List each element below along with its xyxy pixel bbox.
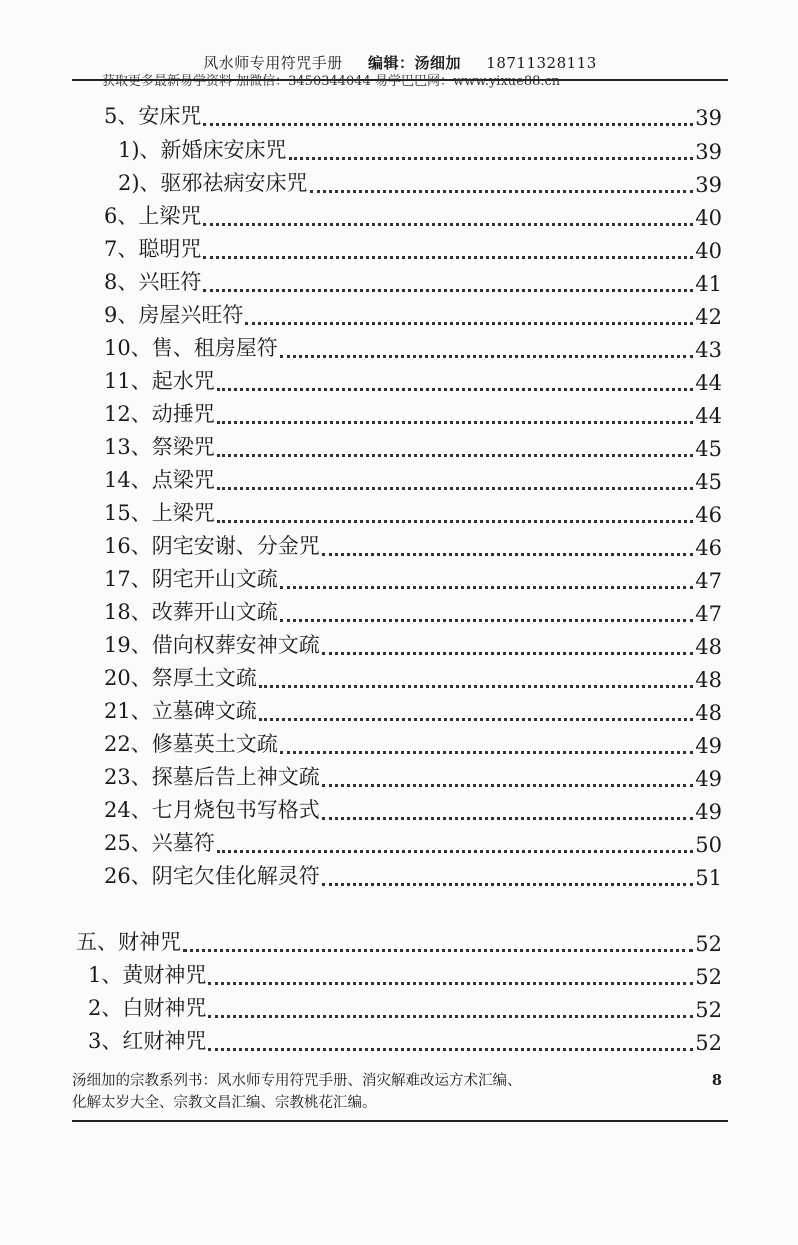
footer-rule [72,1120,728,1122]
toc-entry-page: 52 [695,1031,722,1055]
toc-entry-page: 47 [695,569,722,593]
toc-entry [88,957,722,989]
toc-leader-dots [245,322,693,325]
toc-entry-label: 7、聪明咒 [104,237,202,261]
toc-leader-dots [203,223,693,226]
toc-entry-label: 22、修墓英土文疏 [104,732,278,756]
toc-leader-dots [217,421,694,424]
toc-entry [104,759,722,791]
toc-entry-label: 23、探墓后告上神文疏 [104,765,320,789]
toc-entry-label: 25、兴墓符 [104,831,215,855]
toc-entry-label: 10、售、租房屋符 [104,336,278,360]
toc-entry-page: 46 [695,503,722,527]
toc-entry [88,990,722,1022]
toc-entry [104,825,722,857]
header-watermark: 获取更多最新易学资料 加微信：3450344044 易学巴巴网：www.yixue88.cn [102,74,561,89]
toc-leader-dots [280,751,694,754]
toc-leader-dots [183,949,693,952]
toc-entry-label: 14、点梁咒 [104,468,215,492]
toc-leader-dots [217,388,694,391]
toc-entry-label: 15、上梁咒 [104,501,215,525]
toc-leader-dots [203,289,693,292]
toc-entry-page: 51 [695,866,722,890]
toc-entry-label: 2)、驱邪祛病安床咒 [118,171,308,195]
toc-entry [76,924,722,956]
header-editor: 编辑：汤细加 [368,54,462,72]
toc-entry-page: 39 [695,140,722,164]
toc-entry [104,693,722,725]
toc-entry [104,627,722,659]
toc-entry [104,792,722,824]
toc-entry [88,1023,722,1055]
toc-entry-label: 五、财神咒 [76,930,181,954]
toc-entry-label: 24、七月烧包书写格式 [104,798,320,822]
toc-entry [104,98,722,130]
toc-entry-page: 49 [695,734,722,758]
toc-entry [104,594,722,626]
toc-entry-page: 46 [695,536,722,560]
toc-entry [104,495,722,527]
toc-entry [104,363,722,395]
toc-entry-label: 21、立墓碑文疏 [104,699,257,723]
toc-leader-dots [208,1048,693,1051]
toc-leader-dots [203,123,693,126]
toc-leader-dots [259,718,694,721]
toc-entry [104,660,722,692]
toc-leader-dots [217,487,694,490]
footer-line-1: 汤细加的宗教系列书：风水师专用符咒手册、消灾解难改运方术汇编、 [72,1073,522,1089]
toc-entry [118,132,722,164]
toc-leader-dots [217,850,694,853]
toc-entry-label: 26、阴宅欠佳化解灵符 [104,864,320,888]
toc-entry-page: 44 [695,371,722,395]
page-footer [72,1070,728,1114]
toc-entry-label: 16、阴宅安谢、分金咒 [104,534,320,558]
toc-leader-dots [322,553,694,556]
toc-entry [104,726,722,758]
toc-entry-page: 47 [695,602,722,626]
toc-leader-dots [208,982,693,985]
footer-line-2: 化解太岁大全、宗教文昌汇编、宗教桃花汇编。 [72,1095,377,1111]
toc-leader-dots [280,619,694,622]
toc-entry-label: 2、白财神咒 [88,996,207,1020]
toc-leader-dots [280,355,694,358]
toc-leader-dots [203,256,693,259]
toc-entry-page: 49 [695,800,722,824]
toc-entry-label: 1)、新婚床安床咒 [118,138,287,162]
toc-entry-page: 52 [695,932,722,956]
toc-entry [104,297,722,329]
toc-entry [104,198,722,230]
toc-entry-label: 9、房屋兴旺符 [104,303,244,327]
toc-entry-label: 19、借向权葬安神文疏 [104,633,320,657]
toc-entry-page: 48 [695,701,722,725]
toc-entry-label: 12、动捶咒 [104,402,215,426]
toc-entry-page: 40 [695,239,722,263]
toc-leader-dots [217,520,694,523]
toc-entry [104,429,722,461]
toc-entry [118,165,722,197]
toc-leader-dots [322,883,694,886]
toc-entry [104,858,722,890]
toc-entry-label: 13、祭梁咒 [104,435,215,459]
toc-leader-dots [217,454,694,457]
header-title: 风水师专用符咒手册 [203,54,343,72]
toc-entry-page: 45 [695,470,722,494]
toc-entry-label: 20、祭厚土文疏 [104,666,257,690]
toc-entry-page: 45 [695,437,722,461]
toc-entry-page: 48 [695,635,722,659]
toc-entry-page: 41 [695,272,722,296]
toc-entry-page: 43 [695,338,722,362]
toc-entry-page: 44 [695,404,722,428]
toc-leader-dots [208,1015,693,1018]
toc-leader-dots [280,586,694,589]
toc-leader-dots [322,817,694,820]
toc-entry-page: 40 [695,206,722,230]
page-header [72,52,728,92]
toc-entry [104,396,722,428]
toc-entry-page: 52 [695,965,722,989]
toc-entry [104,330,722,362]
toc-entry-page: 52 [695,998,722,1022]
toc-leader-dots [322,652,694,655]
toc-entry-label: 6、上梁咒 [104,204,202,228]
toc-entry [104,264,722,296]
toc-entry-label: 5、安床咒 [104,104,202,128]
page-number: 8 [711,1072,722,1089]
toc-entry-label: 18、改葬开山文疏 [104,600,278,624]
toc-entry-label: 17、阴宅开山文疏 [104,567,278,591]
toc-entry-label: 8、兴旺符 [104,270,202,294]
toc-entry-page: 48 [695,668,722,692]
toc-entry-page: 42 [695,305,722,329]
toc-entry [104,528,722,560]
toc-entry [104,231,722,263]
toc-entry-page: 50 [695,833,722,857]
header-phone: 18711328113 [486,54,597,72]
toc-entry-page: 49 [695,767,722,791]
toc-entry-page: 39 [695,173,722,197]
toc-leader-dots [322,784,694,787]
toc-entry [104,462,722,494]
toc-entry-page: 39 [695,106,722,130]
toc-entry-label: 1、黄财神咒 [88,963,207,987]
toc-entry [104,561,722,593]
toc-leader-dots [310,190,694,193]
toc-leader-dots [289,157,694,160]
toc-leader-dots [259,685,694,688]
toc-entry-label: 3、红财神咒 [88,1029,207,1053]
toc-entry-label: 11、起水咒 [104,369,215,393]
